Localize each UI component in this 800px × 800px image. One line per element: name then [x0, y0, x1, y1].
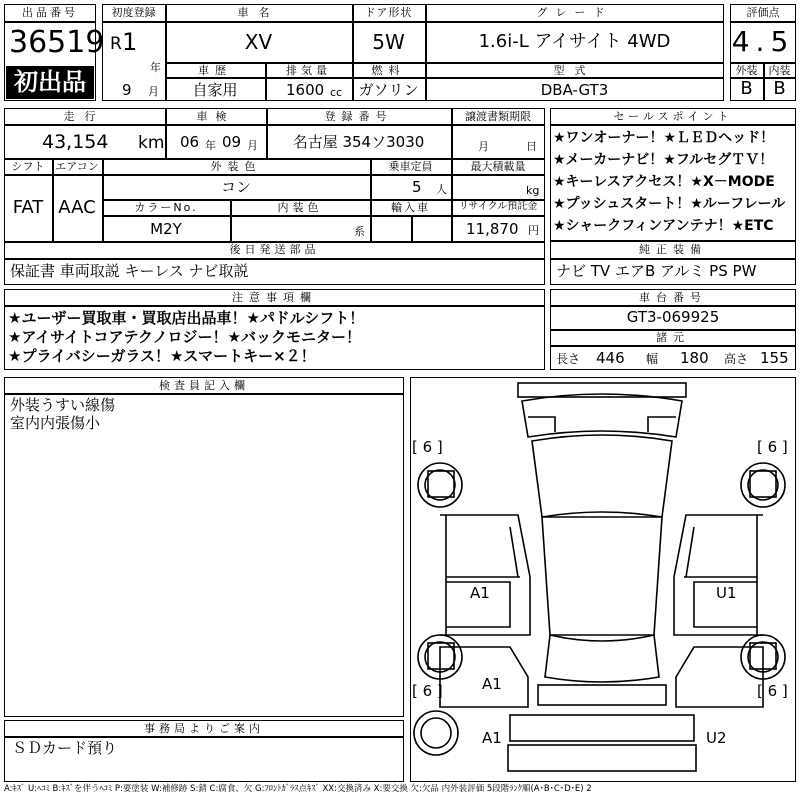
chassis-number: GT3-069925 — [626, 308, 720, 326]
seats-label: 乗車定員 — [388, 160, 433, 173]
tread-rear-left: [ 6 ] — [412, 682, 443, 700]
fuel: ガソリン — [358, 81, 419, 99]
plate-number: 名古屋 354ソ3030 — [292, 133, 425, 151]
tread-front-right: [ 6 ] — [757, 438, 788, 456]
sales-line-1: ★ワンオーナー！★ＬＥＤヘッド！ — [553, 130, 775, 146]
shift: FAT — [12, 197, 44, 218]
mileage-label: 走行 — [63, 110, 106, 123]
inspection-month-unit: 月 — [247, 139, 258, 152]
door-type: 5W — [372, 30, 405, 54]
displacement: 1600 — [286, 81, 325, 99]
first-listing-text: 初出品 — [14, 68, 86, 96]
roof-shape — [542, 517, 662, 635]
recycle-label: リサイクル預託金 — [458, 201, 538, 212]
inspection-year: 06 — [180, 133, 200, 151]
sales-line-5: ★シャークフィンアンテナ！★ETC — [553, 218, 774, 234]
colorno-label: カラーNo. — [134, 201, 198, 214]
recycle-unit: 円 — [528, 224, 539, 237]
color-label: 外装色 — [210, 160, 262, 173]
ext-score-label: 外装 — [735, 64, 758, 77]
model-code: DBA-GT3 — [540, 81, 609, 99]
seats: 5 — [412, 178, 422, 196]
chassis-label: 車台番号 — [639, 291, 707, 304]
notes-line-2: ★アイサイトコアテクノロジー！★バックモニター！ — [8, 328, 361, 346]
dims-label: 諸元 — [656, 331, 690, 344]
sales-line-3: ★キーレスアクセス！★X－MODE — [553, 174, 775, 190]
fuel-label: 燃料 — [371, 64, 406, 77]
height: 155 — [760, 349, 789, 367]
load-unit: kg — [526, 184, 540, 197]
int-score-label: 内装 — [768, 64, 791, 77]
reg-year: 1 — [122, 28, 138, 56]
right-side-shape — [674, 515, 763, 635]
rear-window-shape — [545, 635, 659, 682]
plate-label: 登録番号 — [324, 110, 393, 123]
import-label: 輸入車 — [391, 201, 430, 214]
notes-label: 注意事項欄 — [232, 291, 317, 304]
disp-unit: cc — [330, 86, 343, 99]
equipment: ナビ TV エアB アルミ PS PW — [556, 262, 757, 280]
car-diagram — [410, 377, 793, 782]
seats-unit: 人 — [436, 183, 447, 196]
exterior-color: コン — [220, 178, 251, 196]
damage-rear-right: U2 — [706, 729, 727, 747]
later-parts: 保証書 車両取説 キーレス ナビ取説 — [10, 262, 249, 280]
inspector-label: 検査員記入欄 — [159, 379, 249, 392]
grade-label: グレード — [536, 6, 613, 19]
damage-left-door: A1 — [470, 584, 490, 602]
equip-label: 純正装備 — [639, 243, 707, 256]
sales-line-2: ★メーカーナビ！★フルセグＴＶ！ — [553, 152, 774, 168]
mileage: 43,154 — [42, 131, 109, 153]
length: 446 — [596, 349, 625, 367]
score-label: 評価点 — [746, 6, 780, 19]
int-score: B — [773, 78, 786, 99]
tread-rear-right: [ 6 ] — [757, 682, 788, 700]
air-conditioner: AAC — [58, 197, 96, 218]
width-label: 幅 — [646, 352, 659, 366]
reg-era: R — [110, 34, 122, 54]
recycle-fee: 11,870 — [466, 220, 519, 238]
damage-right-door: U1 — [716, 584, 737, 602]
hood-shape — [522, 394, 682, 437]
model-label: 型式 — [553, 64, 596, 77]
reg-year-unit: 年 — [150, 61, 161, 74]
color-number: M2Y — [150, 220, 182, 238]
later-label: 後日発送部品 — [229, 243, 320, 256]
transfer-day: 日 — [526, 140, 537, 153]
door-label: ドア形状 — [364, 6, 413, 19]
damage-left-rear: A1 — [482, 675, 502, 693]
car-name: XV — [244, 30, 273, 54]
grade: 1.6i-L アイサイト 4WD — [478, 31, 671, 52]
damage-rear-left: A1 — [482, 729, 502, 747]
inspection-month: 09 — [222, 133, 242, 151]
ext-score: B — [740, 78, 753, 99]
inspection-year-unit: 年 — [205, 139, 216, 152]
interior-unit: 系 — [354, 225, 365, 238]
load-label: 最大積載量 — [470, 160, 526, 173]
windshield-shape — [532, 435, 672, 517]
lot-number: 36519 — [9, 25, 105, 60]
history-label: 車歴 — [198, 64, 232, 77]
shift-label: シフト — [11, 160, 45, 173]
inspector-line-2: 室内内張傷小 — [10, 414, 101, 432]
sales-label: セールスポイント — [613, 110, 733, 123]
lot-label: 出品番号 — [22, 6, 78, 19]
notes-line-1: ★ユーザー買取車・買取店出品車！★パドルシフト！ — [8, 309, 365, 327]
sales-line-4: ★プッシュスタート！★ルーフレール — [553, 196, 786, 212]
mileage-unit: km — [138, 133, 165, 153]
legend: A:ｷｽﾞ U:ﾍｺﾐ B:ｷｽﾞを伴うﾍｺﾐ P:要塗装 W:補修跡 S:錆 C:腐食、欠 G:ﾌﾛﾝﾄｶﾞﾗｽ点ｷｽﾞ XX:交換済み X:要交換 欠:欠品 内外装評価 5段階ﾗﾝｸ順(A･B･C･D･E) 2 — [4, 784, 592, 794]
front-bumper-shape — [518, 383, 686, 397]
interior-label: 内装色 — [277, 201, 323, 214]
width: 180 — [680, 349, 709, 367]
reg-label: 初度登録 — [111, 6, 156, 19]
reg-month-unit: 月 — [148, 85, 159, 98]
rear-bumper-shape — [538, 685, 666, 705]
left-side-shape — [440, 515, 530, 635]
height-label: 高さ — [724, 352, 749, 366]
notes-line-3: ★プライバシーガラス！★スマートキー×２！ — [8, 347, 316, 365]
tread-front-left: [ 6 ] — [412, 438, 443, 456]
length-label: 長さ — [556, 352, 581, 366]
inspector-line-1: 外装うすい線傷 — [10, 396, 116, 414]
transfer-label: 譲渡書類期限 — [465, 110, 531, 123]
ac-label: エアコン — [55, 160, 99, 173]
reg-month: 9 — [122, 81, 132, 99]
inspection-label: 車検 — [196, 110, 235, 123]
office-label: 事務局よりご案内 — [144, 722, 264, 735]
car-name-label: 車名 — [237, 6, 280, 19]
office-notice: ＳＤカード預り — [12, 739, 118, 757]
score-value: 4.5 — [731, 25, 795, 58]
history: 自家用 — [192, 81, 238, 99]
transfer-month: 月 — [478, 140, 489, 153]
disp-label: 排気量 — [286, 64, 331, 77]
